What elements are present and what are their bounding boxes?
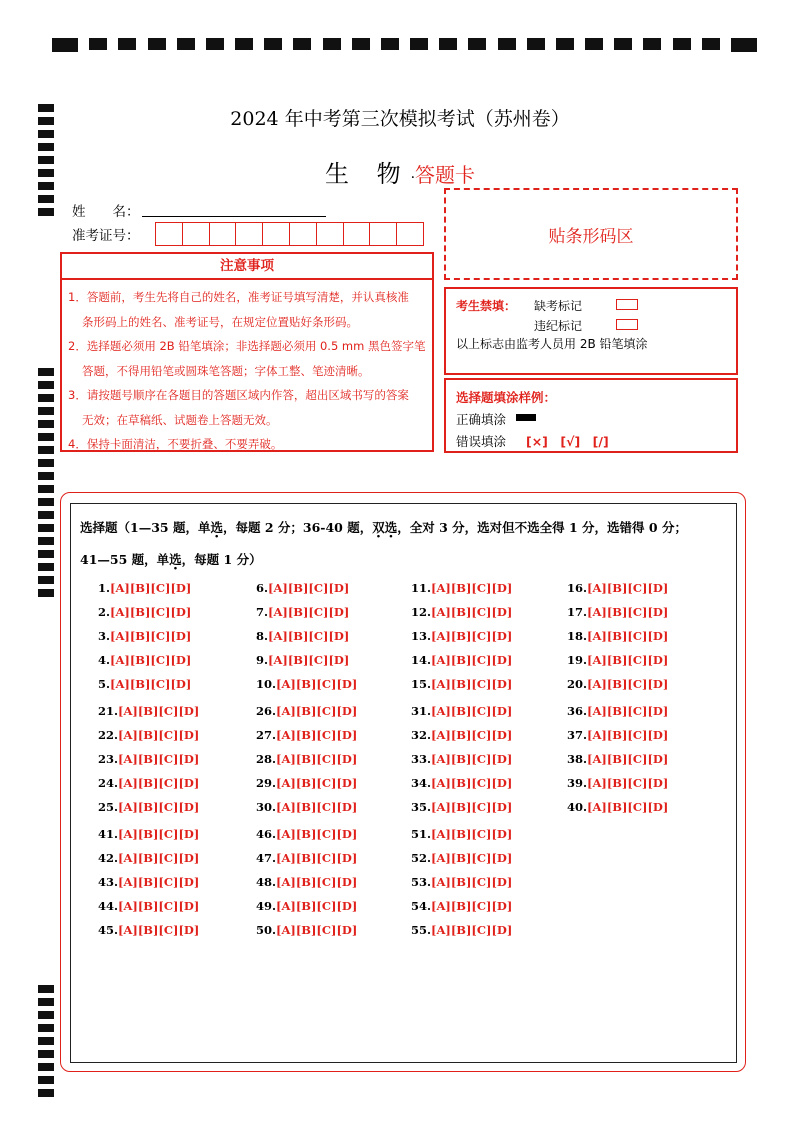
answer-options[interactable]: [A][B][C][D] bbox=[587, 728, 669, 742]
answer-options[interactable]: [A][B][C][D] bbox=[431, 800, 513, 814]
answer-card-label: 答题卡 bbox=[415, 163, 476, 187]
question-item[interactable] bbox=[567, 728, 668, 742]
timing-mark bbox=[38, 550, 54, 558]
timing-mark bbox=[38, 1050, 54, 1058]
notice-list bbox=[62, 280, 432, 457]
timing-mark bbox=[38, 985, 54, 993]
question-item[interactable] bbox=[411, 653, 512, 667]
timing-mark bbox=[264, 38, 282, 50]
answer-options[interactable]: [A][B][C][D] bbox=[118, 752, 200, 766]
answer-options[interactable]: [A][B][C][D] bbox=[118, 827, 200, 841]
answer-options[interactable]: [A][B][C][D] bbox=[276, 776, 358, 790]
question-number: 10. bbox=[256, 677, 277, 691]
question-number: 27. bbox=[256, 728, 277, 742]
timing-mark bbox=[527, 38, 545, 50]
question-item[interactable] bbox=[98, 851, 199, 865]
timing-mark bbox=[38, 485, 54, 493]
timing-marks-left-middle bbox=[38, 368, 54, 602]
timing-mark bbox=[468, 38, 486, 50]
banned-title: 考生禁填： bbox=[456, 299, 517, 313]
question-item[interactable] bbox=[567, 653, 668, 667]
answer-options[interactable]: [A][B][C][D] bbox=[587, 800, 669, 814]
notice-item: 3．请按题号顺序在各题目的答题区域内作答，超出区域书写的答案 bbox=[68, 388, 409, 402]
answer-options[interactable]: [A][B][C][D] bbox=[431, 899, 513, 913]
timing-mark bbox=[38, 420, 54, 428]
answer-options[interactable]: [A][B][C][D] bbox=[587, 776, 669, 790]
timing-mark bbox=[556, 38, 574, 50]
question-number: 51. bbox=[411, 827, 432, 841]
question-number: 24. bbox=[98, 776, 119, 790]
wrong-fill-marks: [×] [√] [/] bbox=[526, 434, 609, 449]
question-number: 34. bbox=[411, 776, 432, 790]
timing-mark bbox=[38, 407, 54, 415]
question-item[interactable] bbox=[98, 776, 199, 790]
question-number: 21. bbox=[98, 704, 119, 718]
answer-options[interactable]: [A][B][C][D] bbox=[110, 581, 192, 595]
answer-options[interactable]: [A][B][C][D] bbox=[587, 677, 669, 691]
answer-options[interactable]: [A][B][C][D] bbox=[276, 875, 358, 889]
question-item[interactable] bbox=[98, 581, 191, 595]
timing-mark bbox=[293, 38, 311, 50]
wrong-fill-label: 错误填涂 bbox=[456, 434, 507, 449]
question-item[interactable] bbox=[567, 581, 668, 595]
question-item[interactable] bbox=[567, 752, 668, 766]
question-item[interactable] bbox=[256, 752, 357, 766]
question-item[interactable] bbox=[567, 800, 668, 814]
question-number: 25. bbox=[98, 800, 119, 814]
answer-options[interactable]: [A][B][C][D] bbox=[431, 875, 513, 889]
notice-item: 无效；在草稿纸、试题卷上答题无效。 bbox=[82, 412, 278, 427]
timing-mark bbox=[38, 1089, 54, 1097]
question-number: 1. bbox=[98, 581, 111, 595]
answer-options[interactable]: [A][B][C][D] bbox=[268, 629, 350, 643]
timing-mark bbox=[352, 38, 370, 50]
answer-options[interactable]: [A][B][C][D] bbox=[276, 752, 358, 766]
timing-mark bbox=[38, 368, 54, 376]
instruction-line-2: 41—55 题，单选，每题 1 分） bbox=[80, 552, 262, 567]
question-number: 33. bbox=[411, 752, 432, 766]
answer-options[interactable]: [A][B][C][D] bbox=[431, 776, 513, 790]
question-item[interactable] bbox=[567, 776, 668, 790]
subject-name: 生 物 bbox=[324, 160, 411, 188]
timing-mark bbox=[38, 459, 54, 467]
question-item[interactable] bbox=[411, 827, 512, 841]
answer-options[interactable]: [A][B][C][D] bbox=[431, 653, 513, 667]
answer-options[interactable]: [A][B][C][D] bbox=[431, 827, 513, 841]
question-number: 13. bbox=[411, 629, 432, 643]
question-item[interactable] bbox=[256, 923, 357, 937]
timing-mark bbox=[235, 38, 253, 50]
timing-mark bbox=[38, 498, 54, 506]
answer-options[interactable]: [A][B][C][D] bbox=[118, 899, 200, 913]
question-item[interactable] bbox=[567, 677, 668, 691]
timing-mark bbox=[38, 1037, 54, 1045]
timing-mark bbox=[673, 38, 691, 50]
question-number: 29. bbox=[256, 776, 277, 790]
question-number: 19. bbox=[567, 653, 588, 667]
question-number: 48. bbox=[256, 875, 277, 889]
answer-options[interactable]: [A][B][C][D] bbox=[118, 728, 200, 742]
timing-mark bbox=[410, 38, 428, 50]
timing-mark bbox=[38, 998, 54, 1006]
question-number: 50. bbox=[256, 923, 277, 937]
question-item[interactable] bbox=[567, 704, 668, 718]
notice-item: 条形码上的姓名、准考证号，在规定位置贴好条形码。 bbox=[82, 314, 358, 329]
question-number: 6. bbox=[256, 581, 269, 595]
question-item[interactable] bbox=[411, 752, 512, 766]
violation-label: 违纪标记 bbox=[534, 319, 583, 333]
fill-sample-panel bbox=[444, 378, 738, 453]
question-number: 30. bbox=[256, 800, 277, 814]
sample-title: 选择题填涂样例： bbox=[456, 390, 557, 405]
answer-options[interactable]: [A][B][C][D] bbox=[118, 776, 200, 790]
question-number: 3. bbox=[98, 629, 111, 643]
question-number: 12. bbox=[411, 605, 432, 619]
answer-options[interactable]: [A][B][C][D] bbox=[431, 923, 513, 937]
question-number: 22. bbox=[98, 728, 119, 742]
answer-options[interactable]: [A][B][C][D] bbox=[431, 704, 513, 718]
question-item[interactable] bbox=[411, 776, 512, 790]
question-number: 42. bbox=[98, 851, 119, 865]
question-item[interactable] bbox=[256, 653, 349, 667]
answer-options[interactable]: [A][B][C][D] bbox=[587, 752, 669, 766]
question-number: 2. bbox=[98, 605, 111, 619]
answer-options[interactable]: [A][B][C][D] bbox=[587, 704, 669, 718]
timing-mark bbox=[614, 38, 632, 50]
question-number: 20. bbox=[567, 677, 588, 691]
question-item[interactable] bbox=[98, 800, 199, 814]
question-item[interactable] bbox=[256, 629, 349, 643]
question-item[interactable] bbox=[256, 605, 349, 619]
timing-mark bbox=[38, 589, 54, 597]
timing-mark bbox=[148, 38, 166, 50]
question-number: 17. bbox=[567, 605, 588, 619]
question-item[interactable] bbox=[256, 800, 357, 814]
question-item[interactable] bbox=[411, 800, 512, 814]
timing-mark bbox=[38, 576, 54, 584]
timing-marks-top bbox=[52, 38, 757, 52]
name-label: 姓 名： bbox=[72, 204, 140, 220]
timing-mark bbox=[118, 38, 136, 50]
answer-options[interactable]: [A][B][C][D] bbox=[431, 581, 513, 595]
answer-options[interactable]: [A][B][C][D] bbox=[276, 923, 358, 937]
exam-id-boxes[interactable] bbox=[156, 222, 424, 246]
question-number: 37. bbox=[567, 728, 588, 742]
question-item[interactable] bbox=[411, 581, 512, 595]
question-number: 36. bbox=[567, 704, 588, 718]
timing-mark bbox=[38, 143, 54, 151]
question-item[interactable] bbox=[98, 923, 199, 937]
banned-note: 以上标志由监考人员用 2B 铅笔填涂 bbox=[456, 337, 648, 351]
timing-mark bbox=[177, 38, 195, 50]
question-item[interactable] bbox=[411, 677, 512, 691]
answer-options[interactable]: [A][B][C][D] bbox=[268, 605, 350, 619]
timing-mark bbox=[498, 38, 516, 50]
timing-mark bbox=[38, 130, 54, 138]
timing-mark bbox=[38, 1011, 54, 1019]
question-item[interactable] bbox=[98, 827, 199, 841]
question-item[interactable] bbox=[98, 752, 199, 766]
answer-options[interactable]: [A][B][C][D] bbox=[276, 728, 358, 742]
question-number: 43. bbox=[98, 875, 119, 889]
answer-options[interactable]: [A][B][C][D] bbox=[110, 677, 192, 691]
timing-mark bbox=[38, 433, 54, 441]
timing-mark bbox=[38, 1063, 54, 1071]
question-number: 15. bbox=[411, 677, 432, 691]
timing-mark bbox=[38, 1024, 54, 1032]
notice-item: 4．保持卡面清洁，不要折叠、不要弄破。 bbox=[68, 437, 283, 451]
question-item[interactable] bbox=[411, 605, 512, 619]
question-number: 40. bbox=[567, 800, 588, 814]
name-field[interactable] bbox=[142, 215, 326, 217]
question-item[interactable] bbox=[98, 629, 191, 643]
timing-mark bbox=[381, 38, 399, 50]
answer-options[interactable]: [A][B][C][D] bbox=[276, 851, 358, 865]
absent-checkbox[interactable] bbox=[616, 299, 638, 310]
question-number: 38. bbox=[567, 752, 588, 766]
timing-mark bbox=[52, 38, 78, 52]
answer-options[interactable]: [A][B][C][D] bbox=[431, 728, 513, 742]
timing-mark bbox=[643, 38, 661, 50]
timing-mark bbox=[206, 38, 224, 50]
timing-mark bbox=[38, 511, 54, 519]
answer-options[interactable]: [A][B][C][D] bbox=[431, 851, 513, 865]
subject-separator: · bbox=[410, 170, 416, 186]
question-item[interactable] bbox=[98, 704, 199, 718]
timing-mark bbox=[38, 524, 54, 532]
answer-options[interactable]: [A][B][C][D] bbox=[118, 875, 200, 889]
question-item[interactable] bbox=[411, 728, 512, 742]
question-number: 9. bbox=[256, 653, 269, 667]
answer-options[interactable]: [A][B][C][D] bbox=[431, 629, 513, 643]
absent-label: 缺考标记 bbox=[534, 299, 583, 313]
question-number: 41. bbox=[98, 827, 119, 841]
answer-options[interactable]: [A][B][C][D] bbox=[110, 629, 192, 643]
violation-checkbox[interactable] bbox=[616, 319, 638, 330]
question-number: 5. bbox=[98, 677, 111, 691]
answer-options[interactable]: [A][B][C][D] bbox=[268, 581, 350, 595]
question-item[interactable] bbox=[567, 605, 668, 619]
timing-mark bbox=[702, 38, 720, 50]
question-number: 46. bbox=[256, 827, 277, 841]
answer-options[interactable]: [A][B][C][D] bbox=[276, 827, 358, 841]
question-number: 49. bbox=[256, 899, 277, 913]
question-number: 53. bbox=[411, 875, 432, 889]
question-number: 16. bbox=[567, 581, 588, 595]
barcode-area[interactable]: 贴条形码区 bbox=[444, 188, 738, 280]
question-number: 28. bbox=[256, 752, 277, 766]
question-number: 44. bbox=[98, 899, 119, 913]
answer-options[interactable]: [A][B][C][D] bbox=[110, 605, 192, 619]
question-item[interactable] bbox=[256, 899, 357, 913]
question-number: 26. bbox=[256, 704, 277, 718]
timing-mark bbox=[38, 381, 54, 389]
question-number: 45. bbox=[98, 923, 119, 937]
question-item[interactable] bbox=[411, 875, 512, 889]
question-item[interactable] bbox=[98, 875, 199, 889]
answer-options[interactable]: [A][B][C][D] bbox=[118, 851, 200, 865]
notice-panel bbox=[60, 252, 434, 452]
question-item[interactable] bbox=[256, 728, 357, 742]
timing-mark bbox=[38, 472, 54, 480]
timing-mark bbox=[38, 1076, 54, 1084]
correct-fill-mark bbox=[516, 414, 536, 421]
question-item[interactable] bbox=[98, 899, 199, 913]
question-number: 7. bbox=[256, 605, 269, 619]
timing-mark bbox=[38, 537, 54, 545]
timing-mark bbox=[439, 38, 457, 50]
question-number: 14. bbox=[411, 653, 432, 667]
question-item[interactable] bbox=[98, 605, 191, 619]
timing-mark bbox=[585, 38, 603, 50]
answer-options[interactable]: [A][B][C][D] bbox=[587, 653, 669, 667]
question-item[interactable] bbox=[411, 629, 512, 643]
question-item[interactable] bbox=[256, 677, 357, 691]
question-item[interactable] bbox=[256, 851, 357, 865]
notice-heading: 注意事项 bbox=[62, 254, 432, 280]
question-item[interactable] bbox=[411, 851, 512, 865]
question-number: 39. bbox=[567, 776, 588, 790]
question-item[interactable] bbox=[256, 827, 357, 841]
answer-options[interactable]: [A][B][C][D] bbox=[431, 677, 513, 691]
timing-marks-left-bottom bbox=[38, 985, 54, 1102]
question-item[interactable] bbox=[98, 677, 191, 691]
question-item[interactable] bbox=[256, 704, 357, 718]
question-number: 47. bbox=[256, 851, 277, 865]
notice-item: 答题，不得用铅笔或圆珠笔答题；字体工整、笔迹清晰。 bbox=[82, 363, 370, 378]
question-number: 23. bbox=[98, 752, 119, 766]
notice-item: 2．选择题必须用 2B 铅笔填涂；非选择题必须用 0.5 mm 黑色签字笔 bbox=[68, 339, 426, 353]
correct-fill-label: 正确填涂 bbox=[456, 412, 507, 427]
subject-heading bbox=[0, 154, 800, 189]
answer-options[interactable]: [A][B][C][D] bbox=[276, 800, 358, 814]
question-number: 32. bbox=[411, 728, 432, 742]
question-number: 11. bbox=[411, 581, 432, 595]
answer-options[interactable]: [A][B][C][D] bbox=[587, 605, 669, 619]
timing-mark bbox=[38, 563, 54, 571]
question-number: 52. bbox=[411, 851, 432, 865]
question-item[interactable] bbox=[411, 704, 512, 718]
answer-options[interactable]: [A][B][C][D] bbox=[118, 923, 200, 937]
answer-options[interactable]: [A][B][C][D] bbox=[587, 629, 669, 643]
question-item[interactable] bbox=[98, 653, 191, 667]
question-number: 8. bbox=[256, 629, 269, 643]
answer-options[interactable]: [A][B][C][D] bbox=[276, 677, 358, 691]
id-label: 准考证号： bbox=[72, 228, 140, 244]
instruction-line-1: 选择题（1—35 题，单选，每题 2 分；36-40 题，双选，全对 3 分，选对但不选全得 1 分，选错得 0 分； bbox=[80, 520, 687, 535]
question-item[interactable] bbox=[411, 899, 512, 913]
answer-options[interactable]: [A][B][C][D] bbox=[431, 605, 513, 619]
answer-options[interactable]: [A][B][C][D] bbox=[268, 653, 350, 667]
question-item[interactable] bbox=[256, 776, 357, 790]
answer-options[interactable]: [A][B][C][D] bbox=[110, 653, 192, 667]
question-number: 18. bbox=[567, 629, 588, 643]
answer-options[interactable]: [A][B][C][D] bbox=[276, 899, 358, 913]
question-number: 55. bbox=[411, 923, 432, 937]
question-number: 4. bbox=[98, 653, 111, 667]
question-item[interactable] bbox=[98, 728, 199, 742]
question-item[interactable] bbox=[256, 875, 357, 889]
notice-item: 1．答题前，考生先将自己的姓名，准考证号填写清楚，并认真核准 bbox=[68, 290, 409, 304]
timing-mark bbox=[89, 38, 107, 50]
question-number: 31. bbox=[411, 704, 432, 718]
answer-options[interactable]: [A][B][C][D] bbox=[587, 581, 669, 595]
banned-panel bbox=[444, 287, 738, 375]
question-item[interactable] bbox=[256, 581, 349, 595]
question-item[interactable] bbox=[411, 923, 512, 937]
question-item[interactable] bbox=[567, 629, 668, 643]
timing-mark bbox=[38, 394, 54, 402]
timing-mark bbox=[731, 38, 757, 52]
timing-mark bbox=[38, 446, 54, 454]
answer-options[interactable]: [A][B][C][D] bbox=[276, 704, 358, 718]
answer-options[interactable]: [A][B][C][D] bbox=[118, 704, 200, 718]
question-number: 35. bbox=[411, 800, 432, 814]
timing-mark bbox=[323, 38, 341, 50]
question-number: 54. bbox=[411, 899, 432, 913]
exam-title: 2024 年中考第三次模拟考试（苏州卷） bbox=[230, 108, 570, 130]
answer-options[interactable]: [A][B][C][D] bbox=[118, 800, 200, 814]
answer-options[interactable]: [A][B][C][D] bbox=[431, 752, 513, 766]
timing-mark bbox=[38, 208, 54, 216]
timing-mark bbox=[38, 195, 54, 203]
